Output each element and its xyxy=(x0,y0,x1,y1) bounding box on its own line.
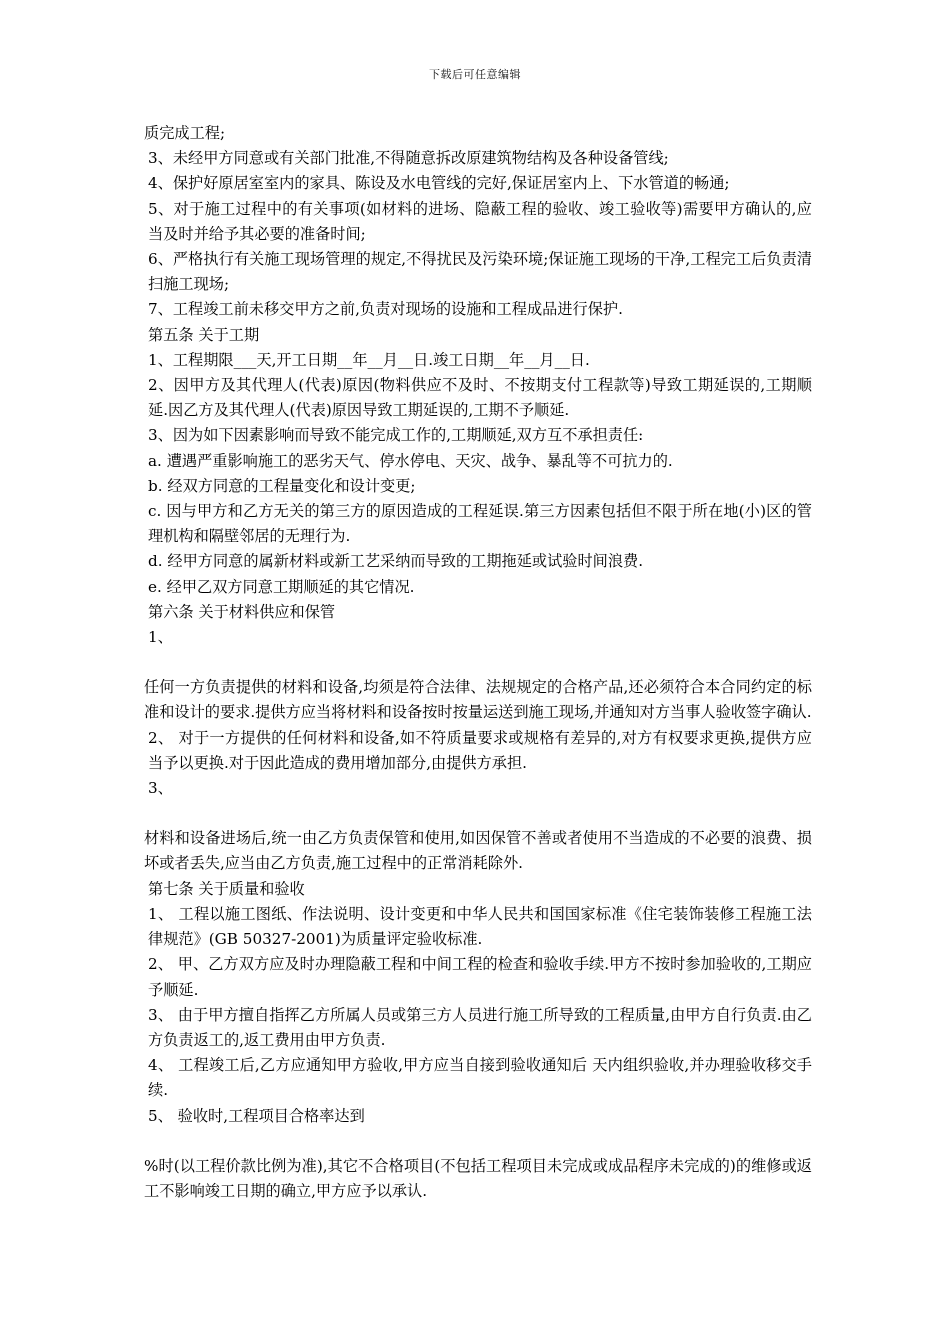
paragraph: %时(以工程价款比例为准),其它不合格项目(不包括工程项目未完成或成品程序未完成的)的维修或返工不影响竣工日期的确立,甲方应予以承认. xyxy=(144,1156,812,1200)
paragraph: c. 因与甲方和乙方无关的第三方的原因造成的工程延误.第三方因素包括但不限于所在地(小)区的管理机构和隔壁邻居的无理行为. xyxy=(148,502,812,546)
paragraph: 任何一方负责提供的材料和设备,均须是符合法律、法规规定的合格产品,还必须符合本合同约定的标准和设计的要求.提供方应当将材料和设备按时按量运送到施工现场,并通知对方当事人验收签字确认. xyxy=(144,678,812,722)
paragraph-gap xyxy=(144,1129,812,1154)
paragraph: 1、 xyxy=(148,628,173,647)
paragraph: 3、 xyxy=(148,779,173,798)
paragraph: d. 经甲方同意的属新材料或新工艺采纳而导致的工期拖延或试验时间浪费. xyxy=(148,552,644,571)
paragraph: 4、 工程竣工后,乙方应通知甲方验收,甲方应当自接到验收通知后 天内组织验收,并办理验收移交手续. xyxy=(148,1056,812,1100)
paragraph: 6、严格执行有关施工现场管理的规定,不得扰民及污染环境;保证施工现场的干净,工程完工后负责清扫施工现场; xyxy=(148,250,812,294)
paragraph: 材料和设备进场后,统一由乙方负责保管和使用,如因保管不善或者使用不当造成的不必要的浪费、损坏或者丢失,应当由乙方负责,施工过程中的正常消耗除外. xyxy=(144,829,812,873)
paragraph: 第六条 关于材料供应和保管 xyxy=(148,602,336,621)
paragraph: 4、保护好原居室室内的家具、陈设及水电管线的完好,保证居室内上、下水管道的畅通; xyxy=(148,174,730,193)
paragraph: 第七条 关于质量和验收 xyxy=(148,879,305,898)
paragraph: 3、 由于甲方擅自指挥乙方所属人员或第三方人员进行施工所导致的工程质量,由甲方自行负责.由乙方负责返工的,返工费用由甲方负责. xyxy=(148,1005,812,1049)
paragraph-gap xyxy=(144,650,812,675)
paragraph: e. 经甲乙双方同意工期顺延的其它情况. xyxy=(148,577,415,596)
paragraph: a. 遭遇严重影响施工的恶劣天气、停水停电、天灾、战争、暴乱等不可抗力的. xyxy=(148,451,673,470)
paragraph: 2、 甲、乙方双方应及时办理隐蔽工程和中间工程的检查和验收手续.甲方不按时参加验收的,工期应予顺延. xyxy=(148,955,812,999)
paragraph: 7、工程竣工前未移交甲方之前,负责对现场的设施和工程成品进行保护. xyxy=(148,300,623,319)
paragraph: 3、未经甲方同意或有关部门批准,不得随意拆改原建筑物结构及各种设备管线; xyxy=(148,149,669,168)
paragraph: 1、工程期限___天,开工日期__年__月__日.竣工日期__年__月__日. xyxy=(148,350,590,369)
paragraph: 2、因甲方及其代理人(代表)原因(物料供应不及时、不按期支付工程款等)导致工期延误的,工期顺延.因乙方及其代理人(代表)原因导致工期延误的,工期不予顺延. xyxy=(148,376,812,420)
paragraph-gap xyxy=(144,801,812,826)
paragraph: 质完成工程; xyxy=(144,124,226,142)
paragraph: 1、 工程以施工图纸、作法说明、设计变更和中华人民共和国国家标准《住宅装饰装修工程施工法律规范》(GB 50327-2001)为质量评定验收标准. xyxy=(148,904,812,949)
paragraph: 5、 验收时,工程项目合格率达到 xyxy=(148,1106,365,1125)
page-header: 下载后可任意编辑 xyxy=(429,68,521,81)
paragraph: 2、 对于一方提供的任何材料和设备,如不符质量要求或规格有差异的,对方有权要求更换,提供方应当予以更换.对于因此造成的费用增加部分,由提供方承担. xyxy=(148,728,812,772)
paragraph: 第五条 关于工期 xyxy=(148,325,260,344)
paragraph: b. 经双方同意的工程量变化和设计变更; xyxy=(148,476,416,495)
paragraph: 5、对于施工过程中的有关事项(如材料的进场、隐蔽工程的验收、竣工验收等)需要甲方确认的,应当及时并给予其必要的准备时间; xyxy=(148,199,812,243)
paragraph: 3、因为如下因素影响而导致不能完成工作的,工期顺延,双方互不承担责任: xyxy=(148,426,644,445)
document-body xyxy=(144,121,812,1204)
